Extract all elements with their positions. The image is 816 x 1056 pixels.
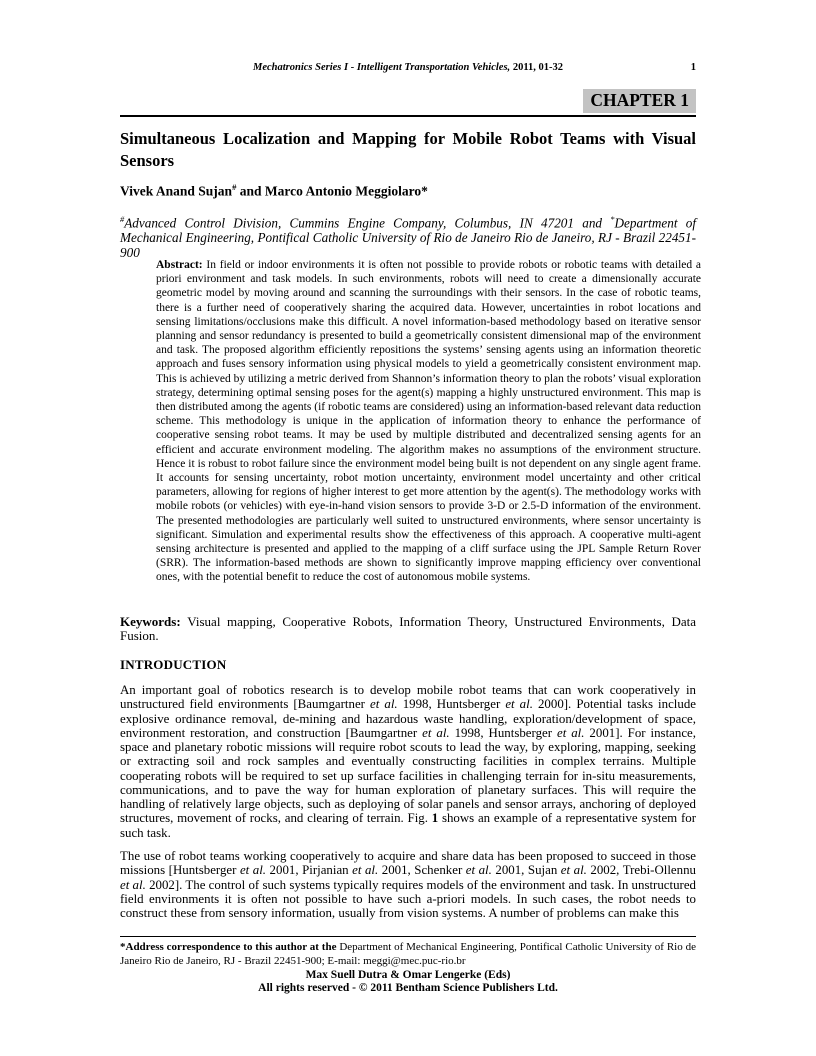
section-heading-introduction: INTRODUCTION	[120, 657, 227, 672]
abstract-paragraph: Abstract: In field or indoor environments it is often not possible to provide robots or robotic teams with detailed a priori environment and task models. In such environments, robots will need to create a dimensionally accurate geometric model by moving around and scanning the surroundings with their sensors. In the case of robotic teams, there is a further need of cooperatively sharing the acquired data. However, uncertainties in robot locations and sensing limitations/occlusions make this difficult. A novel information-based methodology based on iterative sensor planning and sensor redundancy is presented to build a geometrically consistent dimensional map of the environment and task. The proposed algorithm efficiently repositions the systems’ sensing agents using an information theoretic approach and fuses sensory information using physical models to yield a geometrically consistent environment map. This is achieved by utilizing a metric derived from Shannon’s information theory to plan the robots’ visual exploration strategy, determining optimal sensing poses for the agent(s) mapping a highly unstructured environment. This map is then distributed among the agents (if robotic teams are considered) using an information-based relevant data reduction scheme. This methodology is unique in the application of information theory to enhance the performance of cooperative sensing robot teams. It may be used by multiple distributed and decentralized sensing agents for an efficient and accurate environment modeling. The algorithm makes no assumptions of the environment structure. Hence it is robust to robot failure since the environment model being built is not dependent on any single agent frame. It accounts for sensing uncertainty, robot motion uncertainty, environment model uncertainty and other critical parameters, allowing for regions of higher interest to get more attention by the agent(s). The methodology works with mobile robots (or vehicles) with eye-in-hand vision sensors to provide 3-D or 2.5-D information of the environment. The presented methodologies are particularly well suited to unstructured environments, where sensor uncertainty is significant. Simulation and experimental results show the effectiveness of this approach. A cooperative multi-agent sensing architecture is presented and applied to the mapping of a cliff surface using the JPL Sample Return Rover (SRR). The information-based methods are shown to significantly improve mapping efficiency over conventional ones, with the potential benefit to reduce the cost of autonomous mobile systems.	[156, 259, 702, 584]
correspondence-footnote: *Address correspondence to this author at the Department of Mechanical Engineering, Pontifical Catholic University of Rio de Janeiro Rio de Janeiro, RJ - Brazil 22451-900; E-mail: meggi@mec.puc-rio.br	[120, 941, 696, 967]
intro-paragraph-2: The use of robot teams working cooperatively to acquire and share data has been proposed to succeed in those missions [Huntsberger et al. 2001, Pirjanian et al. 2001, Schenker et al. 2001, Sujan et al. 2002, Trebi-Ollennu et al. 2002]. The control of such systems typically requires models of the environment and task. In unstructured field environments it is often not possible to have such a-priori models. In such cases, the robot needs to construct these from sensory information, usually from vision systems. A number of problems can make this	[120, 849, 696, 920]
chapter-badge: CHAPTER 1	[583, 89, 696, 113]
page-number: 1	[690, 62, 696, 73]
publisher-footer	[120, 969, 696, 995]
footer-editors: Max Suell Dutra & Omar Lengerke (Eds)	[305, 969, 511, 981]
affiliation-line: #Advanced Control Division, Cummins Engine Company, Columbus, IN 47201 and *Department of Mechanical Engineering, Pontifical Catholic University of Rio de Janeiro Rio de Janeiro, RJ - Brazil 22451-900	[120, 214, 696, 261]
authors-line: Vivek Anand Sujan# and Marco Antonio Meggiolaro*	[120, 182, 428, 199]
footnote-rule	[120, 936, 696, 937]
paper-title: Simultaneous Localization and Mapping for Mobile Robot Teams with Visual Sensors	[120, 129, 696, 170]
header-rule	[120, 115, 696, 117]
footer-rights: All rights reserved - © 2011 Bentham Science Publishers Ltd.	[258, 982, 558, 995]
keywords-paragraph: Keywords: Visual mapping, Cooperative Robots, Information Theory, Unstructured Environments, Data Fusion.	[120, 614, 696, 644]
intro-paragraph-1: An important goal of robotics research is to develop mobile robot teams that can work cooperatively in unstructured field environments [Baumgartner et al. 1998, Huntsberger et al. 2000]. Potential tasks include explosive ordinance removal, de-mining and hazardous waste handling, exploration/development of space, environment restoration, and construction [Baumgartner et al. 1998, Huntsberger et al. 2001]. For instance, space and planetary robotic missions will require robot scouts to lead the way, by exploring, mapping, seeking or extracting soil and rock samples and eventually constructing facilities in complex terrains. Multiple cooperating robots will be required to set up surface facilities in challenging terrain for in-situ measurements, communications, and to pave the way for human exploration of planetary surfaces. This will require the handling of relatively large objects, such as deploying of solar panels and sensor arrays, anchoring of deployed structures, movement of rocks, and clearing of terrain. Fig. 1 shows an example of a representative system for such task.	[120, 683, 696, 840]
running-header	[120, 62, 696, 78]
chapter-badge-row	[120, 89, 696, 113]
journal-citation: Mechatronics Series I - Intelligent Transportation Vehicles, 2011, 01-32	[253, 62, 563, 73]
